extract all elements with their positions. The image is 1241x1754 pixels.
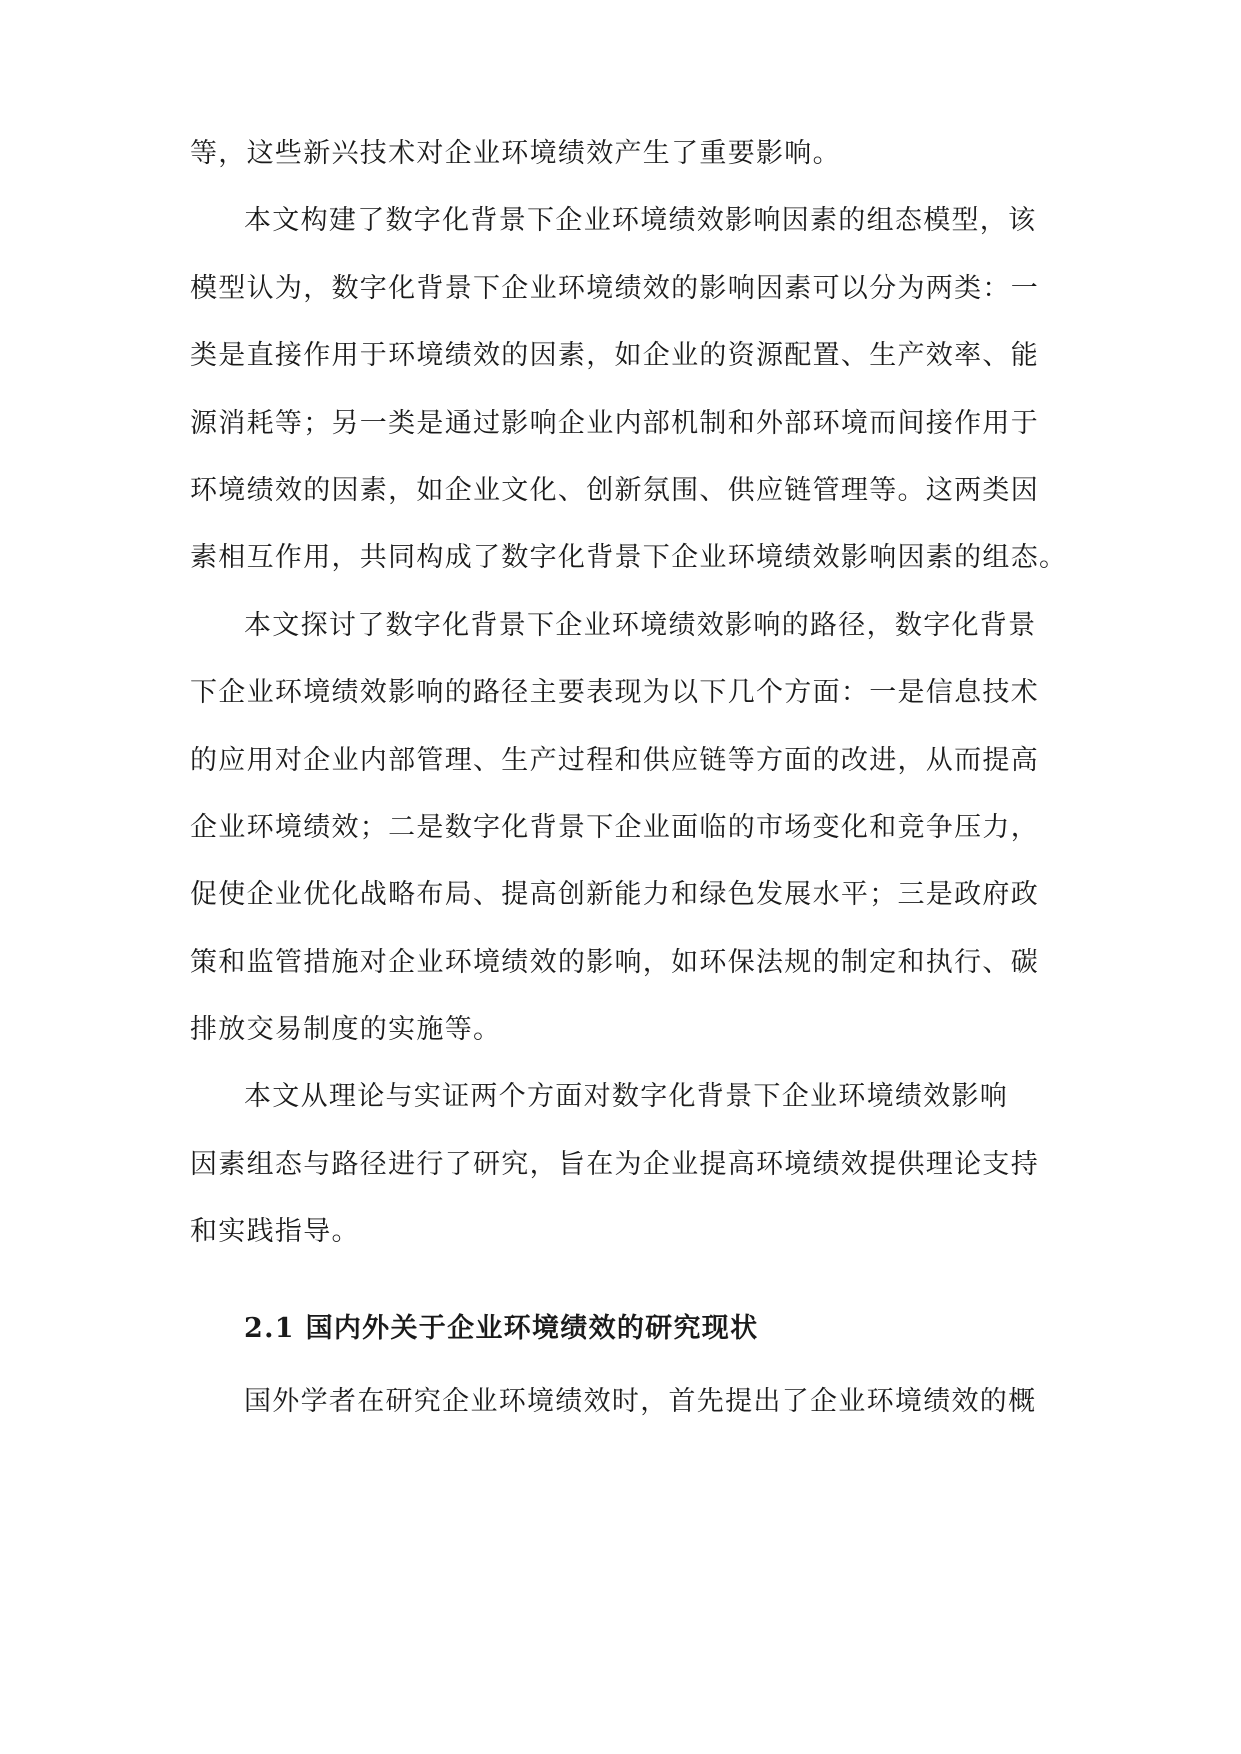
paragraph-line: 本文从理论与实证两个方面对数字化背景下企业环境绩效影响: [244, 1081, 1009, 1112]
paragraph-line: 的应用对企业内部管理、生产过程和供应链等方面的改进，从而提高: [190, 745, 1039, 776]
paragraph-line: 等，这些新兴技术对企业环境绩效产生了重要影响。: [190, 138, 841, 169]
paragraph-line: 环境绩效的因素，如企业文化、创新氛围、供应链管理等。这两类因: [190, 475, 1039, 506]
paragraph-line: 源消耗等；另一类是通过影响企业内部机制和外部环境而间接作用于: [190, 408, 1039, 439]
paragraph-line: 排放交易制度的实施等。: [190, 1014, 502, 1045]
paragraph-line: 类是直接作用于环境绩效的因素，如企业的资源配置、生产效率、能: [190, 340, 1039, 371]
section-heading: 2.1 国内外关于企业环境绩效的研究现状: [244, 1313, 759, 1344]
paragraph-line: 下企业环境绩效影响的路径主要表现为以下几个方面：一是信息技术: [190, 677, 1039, 708]
paragraph-line: 策和监管措施对企业环境绩效的影响，如环保法规的制定和执行、碳: [190, 947, 1039, 978]
paragraph-line: 企业环境绩效；二是数字化背景下企业面临的市场变化和竞争压力，: [190, 812, 1039, 843]
paragraph-line: 促使企业优化战略布局、提高创新能力和绿色发展水平；三是政府政: [190, 879, 1039, 910]
paragraph-line: 素相互作用，共同构成了数字化背景下企业环境绩效影响因素的组态。: [190, 542, 1068, 573]
paragraph-line: 因素组态与路径进行了研究，旨在为企业提高环境绩效提供理论支持: [190, 1149, 1039, 1180]
paragraph-line: 国外学者在研究企业环境绩效时，首先提出了企业环境绩效的概: [244, 1386, 1037, 1417]
paragraph-line: 和实践指导。: [190, 1216, 360, 1247]
paragraph-line: 模型认为，数字化背景下企业环境绩效的影响因素可以分为两类：一: [190, 273, 1039, 304]
paragraph-line: 本文构建了数字化背景下企业环境绩效影响因素的组态模型，该: [244, 205, 1037, 236]
paragraph-line: 本文探讨了数字化背景下企业环境绩效影响的路径，数字化背景: [244, 610, 1037, 641]
